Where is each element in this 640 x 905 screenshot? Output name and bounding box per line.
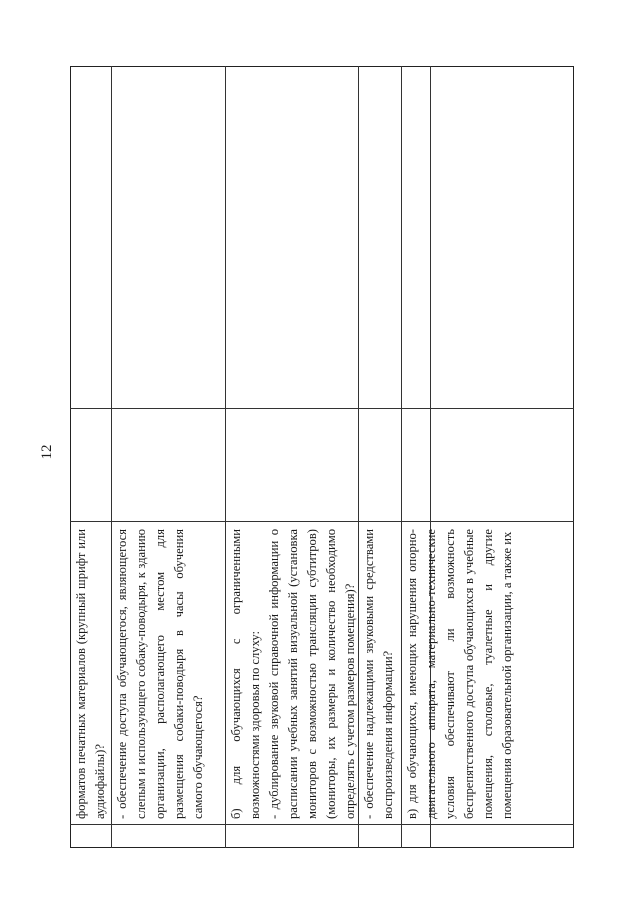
question-text: - обеспечение надлежащими звуковыми средствами воспроизведения информации? — [362, 529, 395, 819]
row-divider — [225, 66, 226, 848]
table-row-4-question — [360, 522, 401, 825]
column-divider — [70, 408, 574, 409]
row-divider — [111, 66, 112, 848]
assessment-table — [70, 66, 574, 848]
table-row-2-question — [113, 522, 225, 825]
page-number: 12 — [39, 444, 55, 460]
question-text: форматов печатных материалов (крупный шрифт или аудиофайлы)? — [74, 529, 107, 819]
question-text: в) для обучающихся, имеющих нарушения опорно-двигательного аппарата, материально-технические условия обеспечивают ли возможность беспрепятственного доступа обучающихся в учебные помещения, столовые, туалетные и другие помещения образовательной организации, а также их — [405, 529, 514, 819]
table-row-1-question — [72, 522, 111, 825]
table-row-3-question — [227, 522, 358, 825]
row-divider — [401, 66, 402, 848]
question-paragraph: б) для обучающихся с ограниченными возможностями здоровья по слуху: — [229, 529, 262, 819]
question-text: - обеспечение доступа обучающегося, являющегося слепым и использующего собаку-поводыря, к зданию организации, располагающего местом для размещения собаки-поводыря в часы обучения самого обучающегося? — [115, 529, 205, 819]
table-row-5-question — [403, 522, 514, 825]
question-paragraph: - дублирование звуковой справочной информации о расписании учебных занятий визуальной (установка мониторов с возможностью трансляции субтитров) (мониторы, их размеры и количество необходимо определять с учетом размеров помещения)? — [267, 529, 357, 819]
